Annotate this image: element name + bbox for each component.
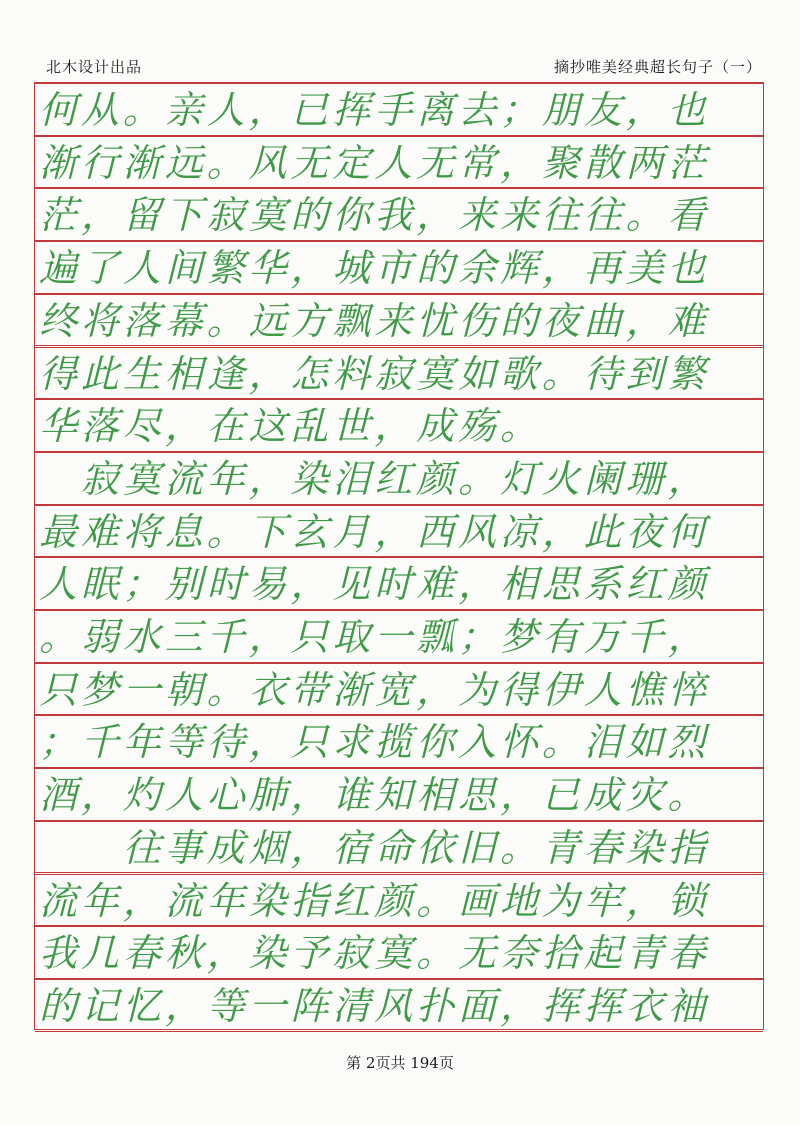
text-row <box>35 505 763 558</box>
handwritten-line: 我几春秋，染予寂寞。无奈拾起青春 <box>39 931 710 976</box>
text-row <box>35 715 763 768</box>
handwritten-line: 华落尽，在这乱世，成殇。 <box>39 404 542 449</box>
handwritten-line: 茫，留下寂寞的你我，来来往往。看 <box>39 193 710 238</box>
text-row <box>35 399 763 452</box>
page-number: 第 2页共 194页 <box>346 1054 454 1072</box>
handwritten-line: 最难将息。下玄月，西风凉，此夜何 <box>39 509 710 554</box>
text-row <box>35 610 763 663</box>
handwritten-line: 流年，流年染指红颜。画地为牢，锁 <box>39 878 710 923</box>
handwritten-line: 往事成烟，宿命依旧。青春染指 <box>39 825 710 870</box>
text-row <box>35 136 763 189</box>
text-row <box>35 452 763 505</box>
text-row <box>35 821 763 874</box>
text-row <box>35 347 763 400</box>
document-title: 摘抄唯美经典超长句子（一） <box>553 58 762 76</box>
text-row <box>35 294 763 347</box>
handwritten-line: 酒，灼人心肺，谁知相思，已成灾。 <box>39 773 710 818</box>
text-row <box>35 241 763 294</box>
publisher-label: 北木设计出品 <box>46 58 143 76</box>
text-row <box>35 188 763 241</box>
text-row <box>35 979 763 1032</box>
handwritten-line: 终将落幕。远方飘来忧伤的夜曲，难 <box>39 298 710 343</box>
text-row <box>35 663 763 716</box>
handwritten-line: 寂寞流年，染泪红颜。灯火阑珊， <box>39 456 710 501</box>
handwritten-line: 得此生相逢，怎料寂寞如歌。待到繁 <box>39 351 710 396</box>
text-row <box>35 926 763 979</box>
calligraphy-sheet <box>34 82 764 1030</box>
handwritten-line: 的记忆，等一阵清风扑面，挥挥衣袖 <box>39 983 710 1028</box>
text-row <box>35 874 763 927</box>
handwritten-line: 。弱水三千，只取一瓢；梦有万千， <box>39 615 710 659</box>
handwritten-line: 只梦一朝。衣带渐宽，为得伊人憔悴 <box>39 667 710 712</box>
text-row <box>35 557 763 610</box>
handwritten-line: ；千年等待，只求揽你入怀。泪如烈 <box>39 720 710 765</box>
handwritten-line: 何从。亲人，已挥手离去；朋友，也 <box>39 88 710 132</box>
handwritten-line: 遍了人间繁华，城市的余辉，再美也 <box>39 246 710 291</box>
text-row <box>35 83 763 136</box>
handwritten-line: 渐行渐远。风无定人无常，聚散两茫 <box>39 140 710 185</box>
handwritten-line: 人眠；别时易，见时难，相思系红颜 <box>39 562 710 607</box>
text-row <box>35 768 763 821</box>
